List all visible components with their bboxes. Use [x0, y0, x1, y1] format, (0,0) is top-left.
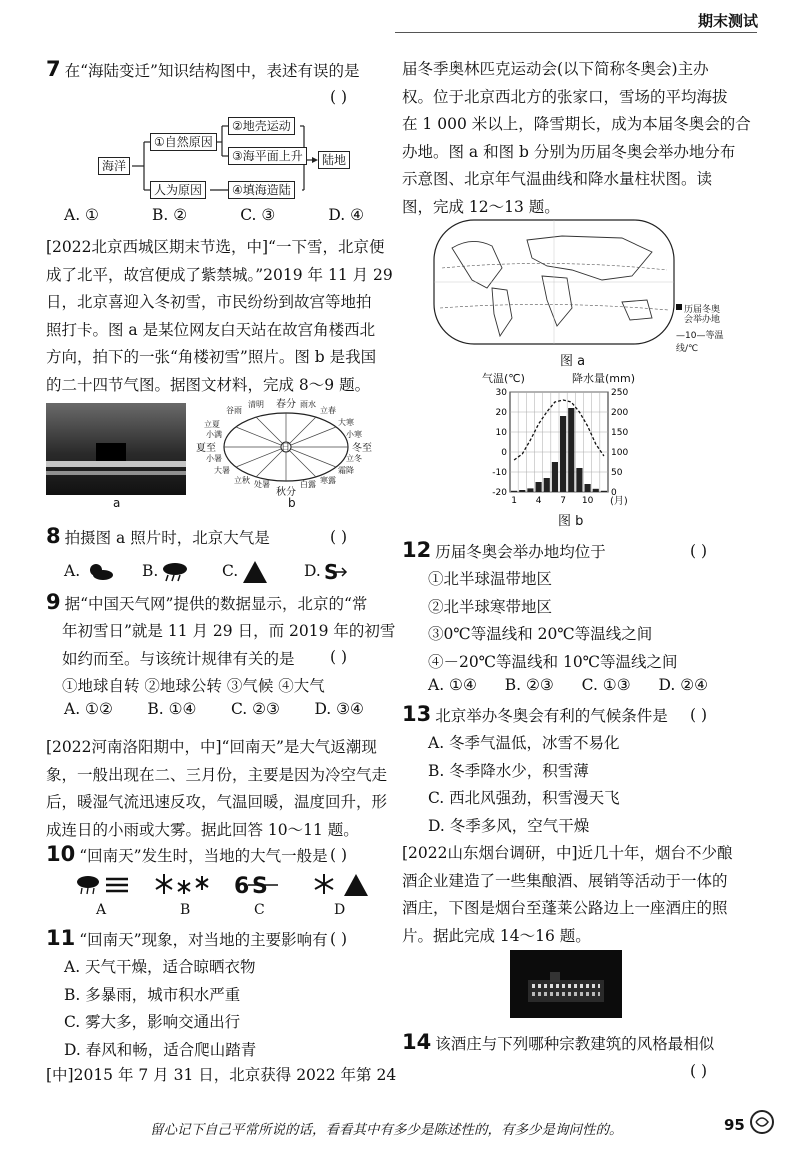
- passage-12-13-start: [中]2015 年 7 月 31 日，北京获得 2022 年第 24: [46, 1066, 397, 1084]
- option-c[interactable]: C.: [222, 562, 239, 580]
- option-a[interactable]: A. 天气干燥，适合晾晒衣物: [64, 958, 256, 976]
- question-text: 年初雪日”就是 11 月 29 日，而 2019 年的初雪: [62, 622, 396, 640]
- map-legend-isotherm: —10—等温线/℃: [676, 331, 724, 354]
- question-7: [46, 57, 359, 81]
- option-c[interactable]: C. ①③: [581, 676, 631, 694]
- option-b[interactable]: B. ①④: [147, 700, 197, 718]
- option-c[interactable]: C. ②③: [230, 700, 280, 718]
- passage-line: 日，北京喜迎入冬初雪，市民纷纷到故宫等地拍: [46, 293, 372, 311]
- sea-level-rise-box: ③海平面上升: [228, 147, 307, 165]
- footer-motto: 留心记下自己平常所说的话，看看其中有多少是陈述性的，有多少是询问性的。: [150, 1122, 623, 1138]
- option-a[interactable]: A. ①: [64, 206, 99, 224]
- question-text: 拍摄图 a 照片时，北京大气是: [64, 529, 270, 547]
- typhoon-dust-icon: [234, 872, 284, 898]
- precip-bar: [527, 488, 533, 492]
- precip-bar: [593, 489, 599, 492]
- left-tick-label: -20: [492, 488, 507, 498]
- passage-line: 酒企业建造了一些集酿酒、展销等活动于一体的: [402, 871, 728, 890]
- right-tick-label: 50: [611, 468, 623, 478]
- term: 立秋: [234, 476, 250, 485]
- passage-line: 象，一般出现在二、三月份，主要是因为冷空气走: [46, 765, 388, 784]
- q8-options: [64, 560, 384, 586]
- statement: ②北半球寒带地区: [428, 597, 553, 616]
- question-10: [46, 842, 328, 866]
- question-11: [46, 926, 328, 950]
- term: 小暑: [206, 454, 222, 463]
- term: 谷雨: [226, 406, 242, 415]
- precip-bar: [585, 484, 591, 492]
- right-tick-label: 200: [611, 408, 629, 418]
- x-tick-label: 7: [560, 496, 566, 506]
- rain-cloud-icon: [160, 560, 190, 584]
- term-autumn-equinox: 秋分: [276, 487, 296, 498]
- dust-s-icon: [322, 560, 348, 584]
- precip-bar: [576, 468, 582, 492]
- passage-line: 权。位于北京西北方的张家口，雪场的平均海拔: [402, 87, 728, 106]
- natural-cause-box: ①自然原因: [150, 133, 217, 151]
- svg-text:S: S: [324, 560, 339, 584]
- question-9: [46, 590, 395, 701]
- term: 寒露: [320, 476, 336, 485]
- question-13: [402, 702, 668, 726]
- answer-paren: ( ): [330, 930, 348, 948]
- option-b[interactable]: B. 冬季降水少，积雪薄: [428, 761, 589, 780]
- precip-bar: [560, 416, 566, 492]
- passage-line: 办地。图 a 和图 b 分别为历届冬奥会举办地分布: [402, 142, 736, 161]
- question-8: [46, 524, 270, 548]
- passage-line: 照打卡。图 a 是某位网友白天站在故宫角楼西北: [46, 320, 376, 339]
- term: 立夏: [204, 420, 220, 429]
- option-d[interactable]: D. ②④: [658, 676, 708, 694]
- question-text: “回南天”发生时，当地的大气一般是: [79, 847, 328, 865]
- sun-center: 日: [281, 443, 291, 453]
- page-header-title: 期末测试: [697, 12, 758, 30]
- page-number: 95: [724, 1116, 745, 1134]
- mascot-icon: [748, 1108, 776, 1136]
- question-text: “回南天”现象，对当地的主要影响有: [79, 931, 328, 949]
- option-b[interactable]: B.: [142, 562, 159, 580]
- rain-fog-icon: [74, 872, 134, 898]
- question-number: 8: [46, 524, 61, 548]
- header-rule: [395, 32, 757, 33]
- question-14: [402, 1030, 714, 1054]
- precip-bar: [601, 491, 607, 492]
- climate-chart-svg: [476, 370, 646, 510]
- option-c[interactable]: C. 西北风强劲，积雪漫天飞: [428, 789, 620, 807]
- photo-winery: [510, 950, 622, 1018]
- passage-line: 在 1 000 米以上，降雪期长，成为本届冬奥会的合: [402, 115, 751, 133]
- precip-bar: [544, 478, 550, 492]
- answer-paren: ( ): [690, 542, 708, 560]
- question-text: 如约而至。与该统计规律有关的是: [62, 649, 295, 668]
- snow-icon: [154, 872, 214, 898]
- term-spring-equinox: 春分: [276, 399, 296, 410]
- question-text: 北京举办冬奥会有利的气候条件是: [435, 707, 668, 725]
- x-tick-label: 4: [535, 496, 542, 506]
- precip-bar: [568, 408, 574, 492]
- map-legend-venues-2: 会举办地: [684, 315, 721, 325]
- question-number: 13: [402, 702, 432, 726]
- option-b[interactable]: B. ②: [152, 206, 188, 224]
- land-box: 陆地: [318, 151, 350, 169]
- svg-text:S: S: [252, 874, 268, 898]
- statement: ③0℃等温线和 20℃等温线之间: [428, 625, 653, 643]
- question-items: ①地球自转 ②地球公转 ③气候 ④大气: [62, 677, 325, 695]
- passage-line: 片。据此完成 14～16 题。: [402, 926, 591, 945]
- question-number: 11: [46, 926, 76, 950]
- reclamation-box: ④填海造陆: [228, 181, 295, 199]
- term: 大暑: [214, 466, 230, 475]
- passage-line: 方向，拍下的一张“角楼初雪”照片。图 b 是我国: [46, 348, 377, 366]
- passage-line: 届冬季奥林匹克运动会(以下简称冬奥会)主办: [402, 60, 709, 78]
- sun-cloud-icon: [86, 560, 114, 582]
- passage-14-16: [402, 840, 733, 950]
- option-b-label[interactable]: B: [180, 902, 191, 918]
- crust-movement-box: ②地壳运动: [228, 117, 295, 135]
- question-number: 12: [402, 538, 432, 562]
- precip-bar: [519, 490, 525, 492]
- statement: ①北半球温带地区: [428, 570, 553, 588]
- answer-paren: ( ): [330, 648, 348, 666]
- question-number: 7: [46, 57, 61, 81]
- option-a-label[interactable]: A: [96, 902, 107, 918]
- structure-diagram: [92, 114, 392, 204]
- answer-paren: ( ): [690, 706, 708, 724]
- precip-bar: [511, 491, 517, 492]
- q7-options: [64, 206, 364, 224]
- term: 清明: [248, 400, 264, 409]
- option-d[interactable]: D. 春风和畅，适合爬山踏青: [64, 1040, 257, 1059]
- passage-line: 的二十四节气图。据图文材料，完成 8～9 题。: [46, 375, 371, 394]
- right-tick-label: 0: [611, 488, 617, 498]
- option-b[interactable]: B. 多暴雨，城市积水严重: [64, 985, 241, 1004]
- passage-line: 后，暖湿气流迅速反攻，气温回暖，温度回升，形: [46, 793, 388, 811]
- left-tick-label: 20: [495, 408, 507, 418]
- left-tick-label: -10: [492, 468, 507, 478]
- ocean-box: 海洋: [98, 157, 130, 175]
- question-text: 该酒庄与下列哪种宗教建筑的风格最相似: [435, 1035, 715, 1053]
- passage-line: 成了北平，故宫便成了紫禁城。”2019 年 11 月 29: [46, 265, 393, 284]
- option-d-label[interactable]: D: [334, 902, 346, 918]
- question-number: 9: [46, 590, 61, 614]
- passage-12-13-cont: [402, 56, 751, 221]
- option-b[interactable]: B. ②③: [504, 676, 554, 694]
- term: 小寒: [346, 430, 362, 439]
- term-summer-solstice: 夏至: [196, 443, 216, 454]
- option-d[interactable]: D. ④: [328, 206, 364, 224]
- question-text: 历届冬奥会举办地均位于: [435, 543, 606, 561]
- x-tick-label: 10: [581, 496, 594, 506]
- q13-options: [428, 730, 620, 840]
- question-12: [402, 538, 606, 562]
- fig-label-a: a: [113, 496, 121, 510]
- climate-chart: [476, 370, 646, 510]
- q12-items: [428, 566, 678, 676]
- term: 大寒: [338, 418, 354, 427]
- chart-ylabel-left: 气温(℃): [482, 372, 525, 385]
- option-a[interactable]: A. ①④: [428, 676, 477, 694]
- term: 雨水: [300, 400, 316, 409]
- question-text: 据“中国天气网”提供的数据显示，北京的“常: [64, 595, 368, 613]
- passage-line: 成连日的小雨或大雾。据此回答 10～11 题。: [46, 820, 359, 839]
- statement: ④－20℃等温线和 10℃等温线之间: [428, 652, 678, 671]
- passage-10-11: [46, 734, 387, 844]
- passage-line: 酒庄，下图是烟台至蓬莱公路边上一座酒庄的照: [402, 899, 728, 917]
- precip-bar: [536, 482, 542, 492]
- sandstorm-triangle-icon: [242, 560, 268, 584]
- right-tick-label: 100: [611, 448, 629, 458]
- chart-caption: 图 b: [558, 514, 584, 529]
- option-c-label[interactable]: C: [254, 902, 265, 918]
- photo-corner-tower-snow: [46, 403, 186, 495]
- passage-line: [2022山东烟台调研，中]近几十年，烟台不少酿: [402, 844, 733, 862]
- chart-ylabel-right: 降水量(mm): [572, 372, 636, 385]
- option-a[interactable]: A. 冬季气温低，冰雪不易化: [428, 734, 620, 752]
- passage-line: 图，完成 12～13 题。: [402, 197, 560, 216]
- svg-text:6: 6: [234, 874, 250, 898]
- passage-line: [2022河南洛阳期中，中]“回南天”是大气返潮现: [46, 738, 377, 756]
- option-a[interactable]: A.: [64, 562, 81, 580]
- chart-xlabel: (月): [610, 496, 628, 507]
- term-winter-solstice: 冬至: [352, 443, 372, 454]
- term: 处暑: [254, 480, 270, 489]
- precip-bar: [552, 462, 558, 492]
- question-number: 14: [402, 1030, 432, 1054]
- option-c[interactable]: C. ③: [240, 206, 276, 224]
- term: 白露: [300, 480, 316, 489]
- fig-label-b: b: [288, 496, 296, 510]
- term: 立冬: [346, 454, 362, 463]
- map-legend-venues-1: 历届冬奥: [684, 305, 721, 315]
- solar-terms-diagram: [196, 395, 376, 497]
- question-number: 10: [46, 842, 76, 866]
- left-tick-label: 30: [495, 388, 507, 398]
- map-caption: 图 a: [560, 354, 586, 369]
- answer-paren: ( ): [330, 88, 348, 106]
- term: 小满: [206, 430, 222, 439]
- q9-options: [64, 700, 364, 718]
- left-tick-label: 10: [495, 428, 507, 438]
- passage-8-9: [46, 234, 393, 399]
- right-tick-label: 250: [611, 388, 629, 398]
- q10-options: [74, 872, 394, 922]
- answer-paren: ( ): [330, 528, 348, 546]
- question-text: 在“海陆变迁”知识结构图中，表述有误的是: [64, 62, 360, 80]
- human-cause-box: 人为原因: [150, 181, 206, 199]
- answer-paren: ( ): [330, 846, 348, 864]
- answer-paren: ( ): [690, 1062, 708, 1080]
- x-tick-label: 1: [511, 496, 517, 506]
- passage-line: 示意图、北京年气温曲线和降水量柱状图。读: [402, 170, 713, 188]
- term: 立春: [320, 406, 336, 415]
- term: 霜降: [338, 466, 354, 475]
- snow-sandstorm-icon: [312, 872, 370, 898]
- left-tick-label: 0: [501, 448, 507, 458]
- option-d[interactable]: D. ③④: [314, 700, 364, 718]
- option-a[interactable]: A. ①②: [64, 700, 113, 718]
- q12-options: [428, 676, 708, 694]
- right-tick-label: 150: [611, 428, 629, 438]
- option-c[interactable]: C. 雾大多，影响交通出行: [64, 1013, 241, 1031]
- winter-olympics-map: [432, 218, 732, 354]
- option-d[interactable]: D. 冬季多风，空气干燥: [428, 816, 590, 835]
- q11-options: [64, 954, 256, 1064]
- option-d[interactable]: D.: [304, 562, 321, 580]
- passage-line: [2022北京西城区期末节选，中]“一下雪，北京便: [46, 238, 385, 256]
